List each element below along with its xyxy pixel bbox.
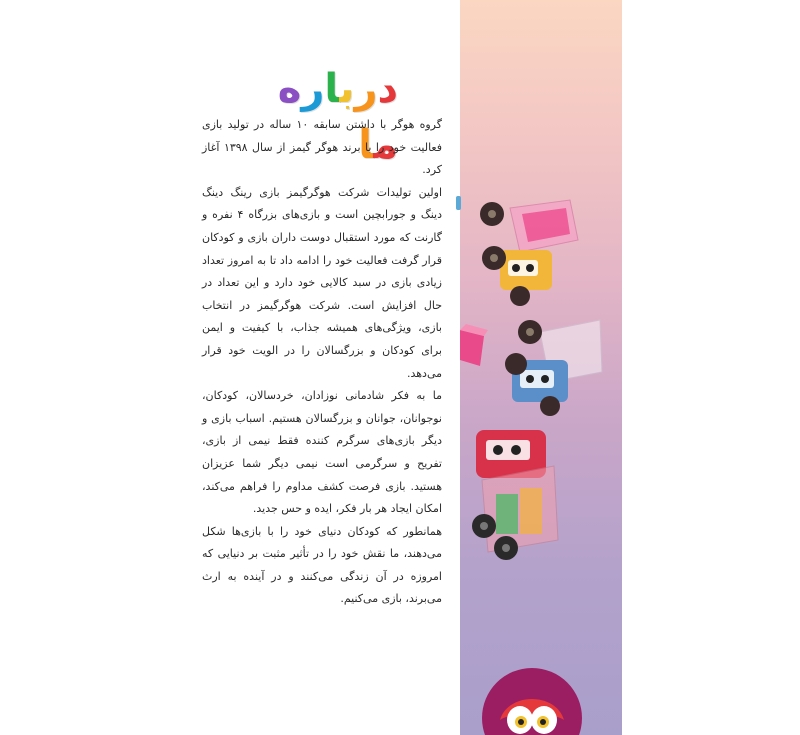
paragraph-impact: همانطور که کودکان دنیای خود را با بازی‌ها شکل می‌دهند، ما نقش خود را در تأثیر مثبت بر دنیایی که امروزه در آن زندگی می‌کنند و در آینده به ارث می‌برند، بازی می‌کنیم. bbox=[202, 524, 442, 606]
title-letter: د bbox=[377, 65, 398, 112]
toy-truck-icon bbox=[480, 200, 578, 306]
paragraph-intro: گروه هوگر با داشتن سابقه ۱۰ ساله در تولید بازی فعالیت خود را با برند هوگر گیمز از سال ۱۳۹۸ آغاز کرد. bbox=[202, 118, 442, 177]
title-letter: م bbox=[373, 121, 398, 168]
title-letter: ه bbox=[277, 65, 302, 112]
title-letter: ا bbox=[358, 121, 374, 168]
paragraph-products: اولین تولیدات شرکت هوگرگیمز بازی رینگ دینگ دینگ و جورابچین است و بازی‌های بزرگاه ۴ نفره و گارنت که مورد استقبال دوست داران بازی و کودکان قرار گرفت فعالیت خود را ادامه داد تا به امروز تعداد زیادی بازی در سبد کالایی خود دارد و این تعداد در حال افزایش است. شرکت هوگرگیمز در انتخاب بازی، ویژگی‌های همیشه جذاب، با کیفیت و ایمن برای کودکان و بزرگسالان را در الویت خود قرار می‌دهد. bbox=[202, 185, 442, 380]
toy-illustration bbox=[460, 0, 622, 735]
toy-block-icon bbox=[460, 324, 488, 366]
title-letter: ر bbox=[301, 65, 325, 112]
title-letter: ا bbox=[324, 65, 340, 112]
toy-truck-icon bbox=[472, 430, 558, 560]
toy-truck-icon bbox=[505, 320, 602, 416]
paragraph-mission: ما به فکر شادمانی نوزادان، خردسالان، کودکان، نوجوانان، جوانان و بزرگسالان هستیم. اسباب بازی و دیگر بازی‌های سرگرم کننده فقط نیمی از بازی، تفریح و سرگرمی است نیمی دیگر شما عزیزان هستید. بازی فرصت کشف مداوم را فراهم می‌کند، امکان ایجاد هر بار فکر، ایده و حس جدید. bbox=[202, 389, 442, 516]
about-text bbox=[202, 114, 442, 611]
title-letter: ر bbox=[354, 65, 378, 112]
decorative-side-strip bbox=[460, 0, 622, 735]
page-edge-marker bbox=[456, 196, 461, 210]
owl-mascot-icon bbox=[482, 668, 582, 735]
title-letter: ب bbox=[339, 65, 355, 112]
